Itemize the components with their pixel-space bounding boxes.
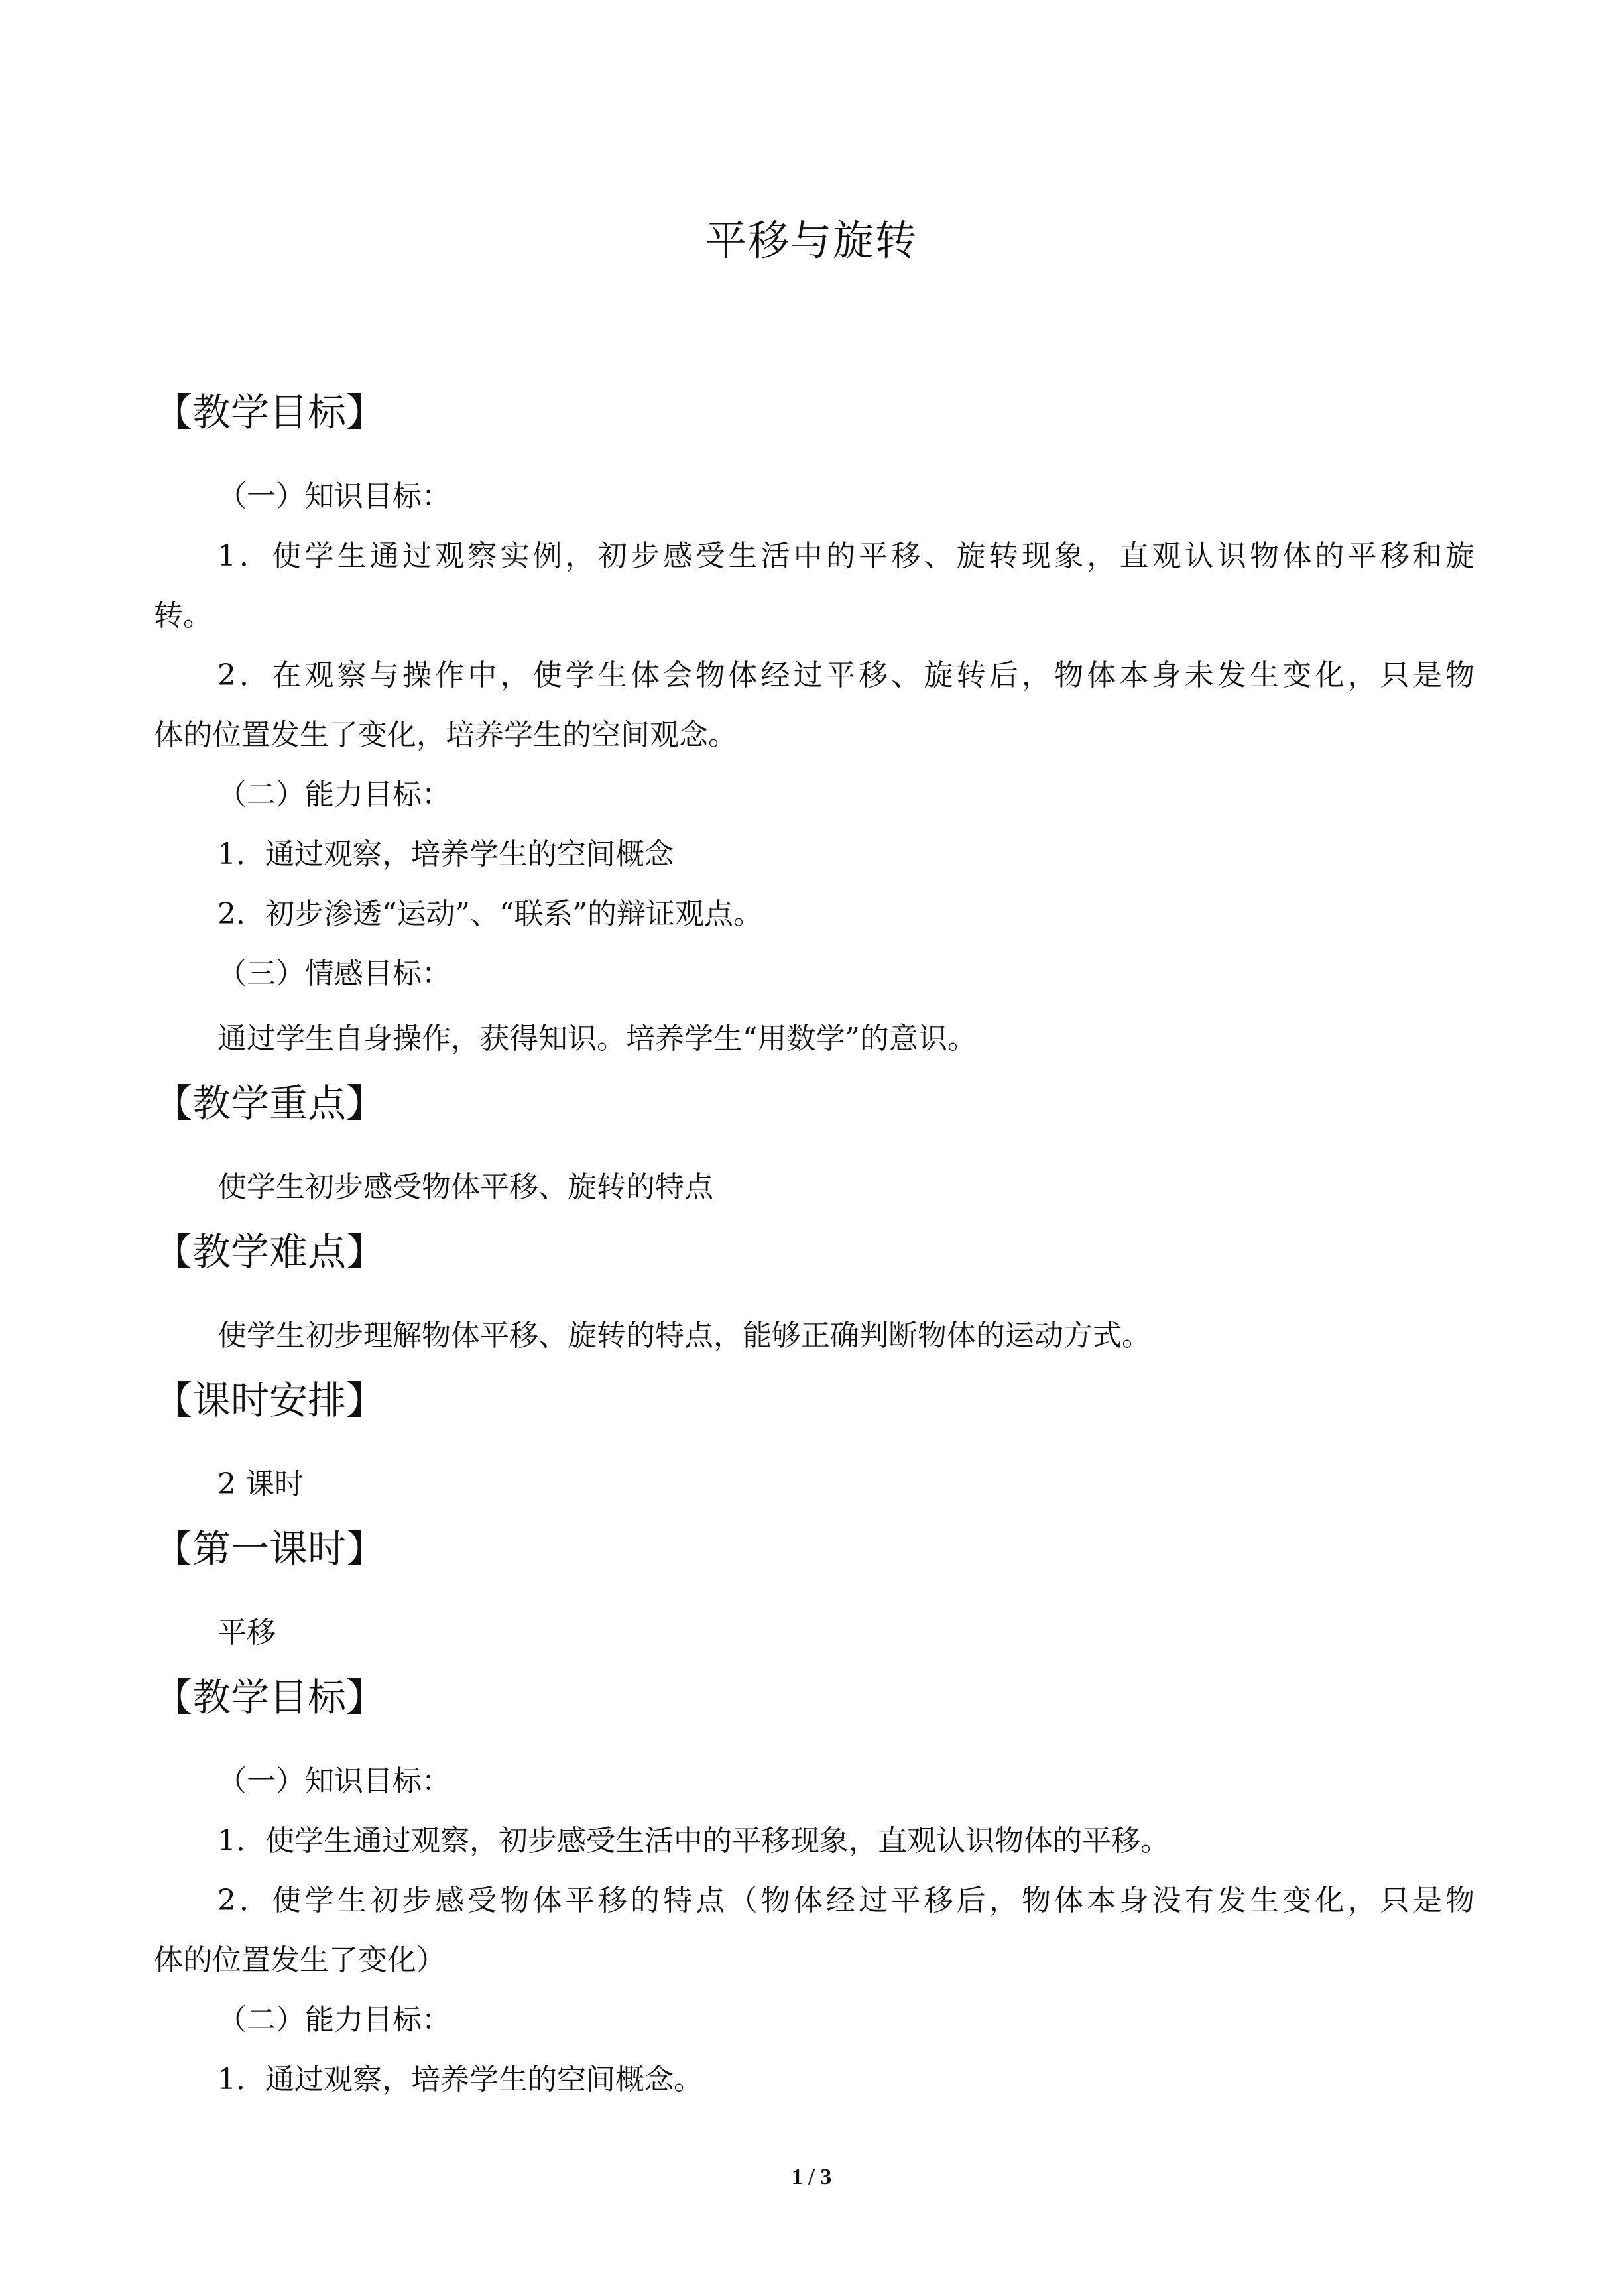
ability-goal-item-2: 2．初步渗透“运动”、“联系”的辩证观点。 [217,897,762,931]
teaching-key-text: 使学生初步感受物体平移、旋转的特点 [217,1170,713,1204]
ability-goal-2-item-1: 1．通过观察，培养学生的空间概念。 [217,2063,703,2096]
knowledge-goal-item-1-line-1: 1．使学生通过观察实例，初步感受生活中的平移、旋转现象，直观认识物体的平移和旋 [217,539,1474,573]
knowledge-goal-item-2-line-2: 体的位置发生了变化，培养学生的空间观念。 [154,718,737,752]
knowledge-goal-2-item-1: 1．使学生通过观察，初步感受生活中的平移现象，直观认识物体的平移。 [217,1824,1170,1858]
teaching-goals-heading: 【教学目标】 [154,390,385,435]
document-title: 平移与旋转 [705,216,918,265]
teaching-difficulty-heading: 【教学难点】 [154,1229,385,1274]
knowledge-goal-2-item-2-line-2: 体的位置发生了变化） [154,1943,446,1977]
ability-goal-label: （二）能力目标： [217,778,451,812]
emotion-goal-item-1: 通过学生自身操作，获得知识。培养学生“用数学”的意识。 [217,1022,977,1056]
emotion-goal-label: （三）情感目标： [217,957,451,991]
teaching-goals-heading-2: 【教学目标】 [154,1675,385,1720]
teaching-key-heading: 【教学重点】 [154,1081,385,1126]
knowledge-goal-2-item-2-line-1: 2．使学生初步感受物体平移的特点（物体经过平移后，物体本身没有发生变化，只是物 [217,1884,1474,1917]
schedule-text: 2 课时 [217,1467,304,1501]
knowledge-goal-item-1-line-2: 转。 [154,599,212,633]
knowledge-goal-label-2: （一）知识目标： [217,1764,451,1798]
teaching-difficulty-text: 使学生初步理解物体平移、旋转的特点，能够正确判断物体的运动方式。 [217,1319,1151,1353]
schedule-heading: 【课时安排】 [154,1378,385,1423]
ability-goal-label-2: （二）能力目标： [217,2003,451,2037]
knowledge-goal-label: （一）知识目标： [217,479,451,513]
first-lesson-heading: 【第一课时】 [154,1526,385,1571]
ability-goal-item-1: 1．通过观察，培养学生的空间概念 [217,837,674,871]
page-number: 1 / 3 [791,2165,832,2189]
first-lesson-text: 平移 [217,1616,276,1650]
knowledge-goal-item-2-line-1: 2．在观察与操作中，使学生体会物体经过平移、旋转后，物体本身未发生变化，只是物 [217,658,1474,692]
